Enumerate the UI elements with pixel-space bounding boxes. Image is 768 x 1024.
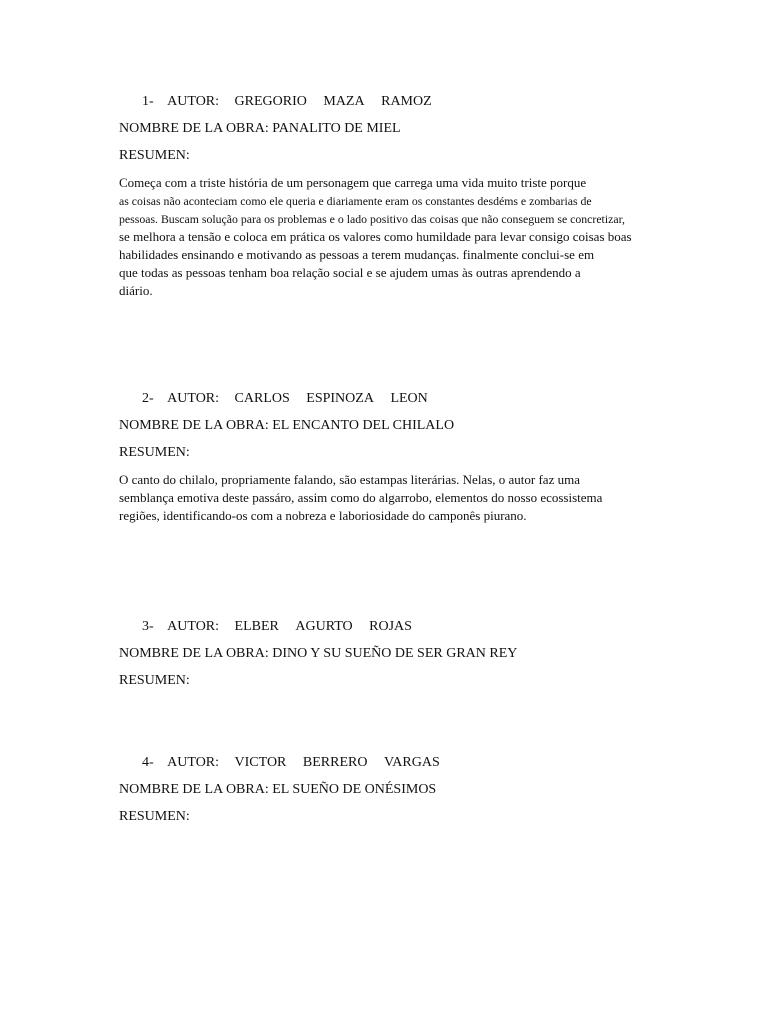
entry-4: [119, 754, 679, 835]
summary-label: RESUMEN:: [119, 673, 190, 688]
author-line: [142, 93, 679, 111]
author-line: [142, 754, 679, 772]
author-last-name-1: ESPINOZA: [306, 391, 374, 406]
entry-1: [119, 93, 679, 300]
summary-label: RESUMEN:: [119, 148, 190, 163]
author-label: AUTOR:: [167, 391, 220, 406]
summary-text: [119, 471, 679, 525]
author-last-name-2: LEON: [390, 391, 428, 406]
author-last-name-1: MAZA: [323, 94, 365, 109]
author-last-name-1: AGURTO: [295, 619, 353, 634]
summary-text: [119, 174, 679, 300]
summary-label: RESUMEN:: [119, 809, 190, 824]
entry-number: 1-: [142, 94, 154, 109]
author-first-name: CARLOS: [234, 391, 290, 406]
author-line: [142, 618, 679, 636]
author-last-name-2: ROJAS: [369, 619, 412, 634]
entry-number: 2-: [142, 391, 154, 406]
author-first-name: ELBER: [234, 619, 279, 634]
author-line: [142, 390, 679, 408]
author-last-name-2: RAMOZ: [381, 94, 432, 109]
entry-number: 3-: [142, 619, 154, 634]
author-first-name: VICTOR: [234, 755, 287, 770]
work-title-line: NOMBRE DE LA OBRA: PANALITO DE MIEL: [119, 121, 401, 136]
summary-line: Começa com a triste história de um personagem que carrega uma vida muito triste porque: [119, 175, 587, 190]
summary-label: RESUMEN:: [119, 445, 190, 460]
entry-2: [119, 390, 679, 525]
work-title-line: NOMBRE DE LA OBRA: EL ENCANTO DEL CHILALO: [119, 418, 455, 433]
summary-line: diário.: [119, 283, 153, 298]
summary-line: O canto do chilalo, propriamente falando, são estampas literárias. Nelas, o autor faz uma: [119, 472, 580, 487]
summary-line: se melhora a tensão e coloca em prática os valores como humildade para levar consigo coisas boas: [119, 229, 632, 244]
author-label: AUTOR:: [167, 755, 220, 770]
author-last-name-1: BERRERO: [302, 755, 368, 770]
author-first-name: GREGORIO: [234, 94, 307, 109]
entry-number: 4-: [142, 755, 154, 770]
author-label: AUTOR:: [167, 619, 220, 634]
summary-line: que todas as pessoas tenham boa relação social e se ajudem umas às outras aprendendo a: [119, 265, 581, 280]
work-title-line: NOMBRE DE LA OBRA: EL SUEÑO DE ONÉSIMOS: [119, 782, 437, 797]
summary-line: regiões, identificando-os com a nobreza e laboriosidade do camponês piurano.: [119, 508, 527, 523]
summary-line: pessoas. Buscam solução para os problemas e o lado positivo das coisas que não conseguem se concretizar,: [119, 212, 625, 226]
author-last-name-2: VARGAS: [383, 755, 440, 770]
work-title-line: NOMBRE DE LA OBRA: DINO Y SU SUEÑO DE SER GRAN REY: [119, 646, 518, 661]
summary-line: semblança emotiva deste passáro, assim como do algarrobo, elementos do nosso ecossistema: [119, 490, 603, 505]
summary-line: as coisas não aconteciam como ele queria e diariamente eram os constantes desdéms e zombarias de: [119, 194, 592, 208]
entry-3: [119, 618, 679, 699]
summary-line: habilidades ensinando e motivando as pessoas a terem mudanças. finalmente conclui-se em: [119, 247, 595, 262]
author-label: AUTOR:: [167, 94, 220, 109]
